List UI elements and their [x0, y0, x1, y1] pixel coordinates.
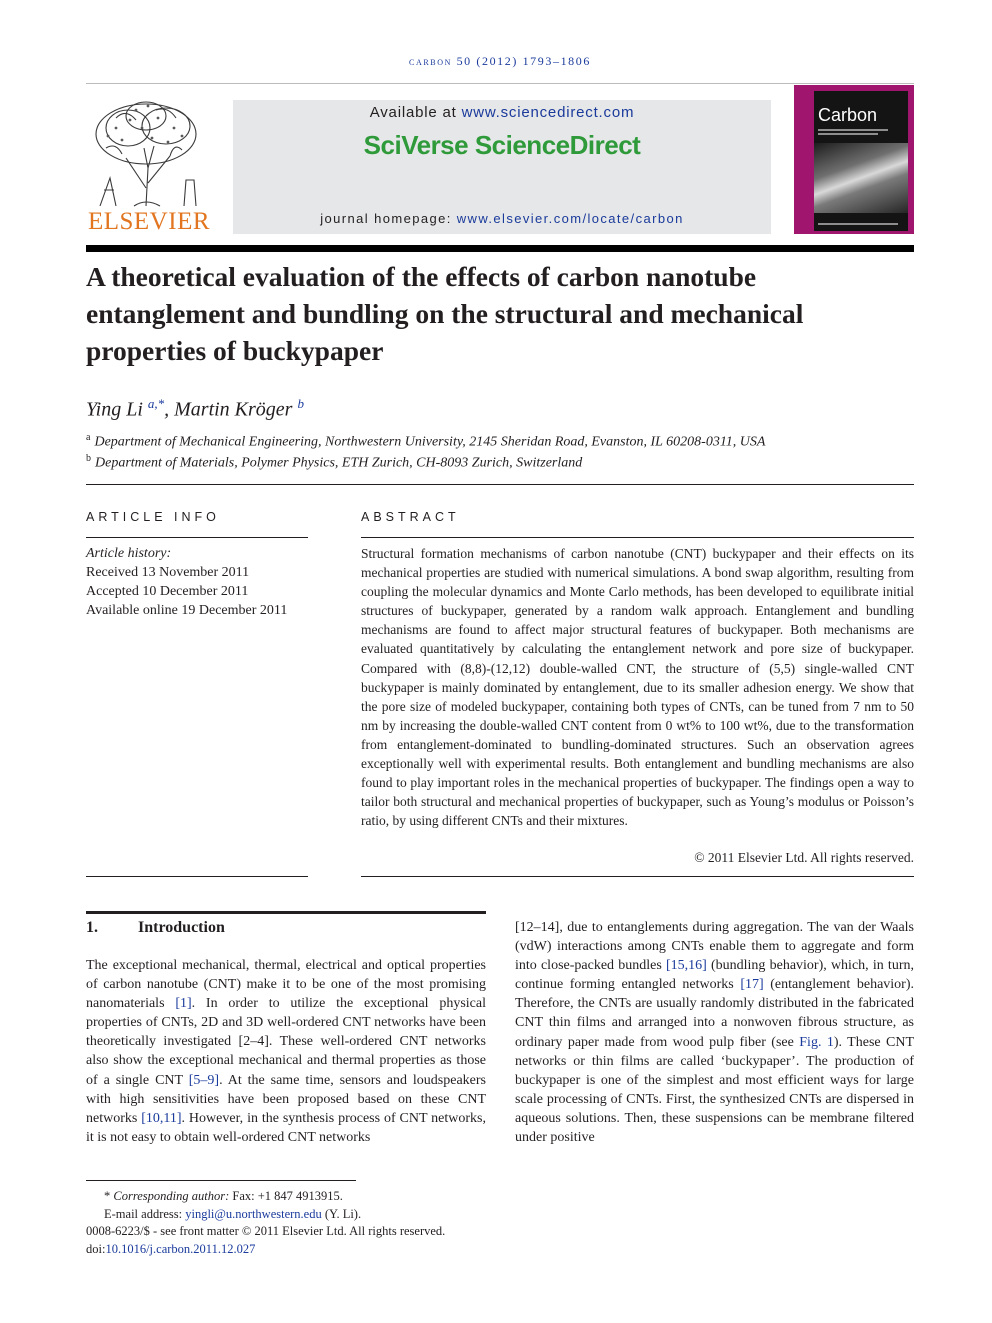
citation-link[interactable]: [1] — [175, 996, 192, 1012]
cover-fine-print — [818, 129, 888, 131]
body-column-right — [515, 918, 914, 1147]
citation-link[interactable]: [10,11] — [141, 1110, 182, 1126]
author-name: Martin Kröger — [174, 398, 293, 421]
section-heading-introduction — [86, 919, 225, 937]
affiliation-text: Department of Mechanical Engineering, Northwestern University, 2145 Sheridan Road, Evanston, IL 60208-0311, USA — [94, 434, 766, 450]
online-date: Available online 19 December 2011 — [86, 603, 288, 618]
cover-photo — [814, 143, 908, 213]
affiliation-label: a — [86, 432, 91, 443]
author-separator: , — [164, 398, 175, 421]
sciencedirect-link[interactable]: www.sciencedirect.com — [461, 104, 635, 121]
citation-text: [12–14] — [515, 920, 560, 935]
body-text: (entanglement behavior). Therefore, the CNTs are usually randomly distributed in the fabricated CNT thin films and arranged into a nonwoven fibrous structure, as ordinary paper made from wood pulp fiber (see — [515, 977, 915, 1050]
footnote-star: * — [104, 1189, 111, 1203]
body-text: . However, in the synthesis process of CNT networks, it is not easy to obtain well-ordered CNT networks — [86, 1110, 486, 1145]
body-text: (bundling behavior), which, in turn, continue forming entangled networks — [515, 958, 914, 993]
elsevier-logo — [86, 98, 212, 236]
abstract-text: Structural formation mechanisms of carbon nanotube (CNT) buckypaper and their effects on its mechanical properties are studied with numerical simulations. A bond swap algorithm, resulting from coupling the molecular dynamics and Monte Carlo methods, has been developed to equilibrate initial structures of buckypaper, generated by a random walk approach. Entanglement and bundling mechanisms are found to affect major structural features of buckypaper. Both mechanisms are evaluated quantitatively by calculating the entanglement network and pore size of buckypaper. Compared with (8,8)-(12,12) double-walled CNT, the structure of (5,5) single-walled CNT buckypaper is mainly dominated by entanglement, due to its smaller adhesion energy. We show that the pore size of modeled buckypaper, containing both types of CNTs, can be tuned from 7 nm to 50 nm by increasing the double-walled CNT content from 0 wt% to 100 wt%, due to the transformation from entanglement-dominated to bundling-dominated structures. Such an observation agrees exceptionally well with experimental results. Both entanglement and bundling mechanisms are also found to play important roles in the mechanical properties of buckypaper. The findings open a way to tailor both structural and mechanical properties of buckypaper, such as Young’s modulus or Poisson’s ratio, by using different CNTs and their mixtures. — [361, 546, 914, 829]
email-label: E-mail address: — [104, 1206, 186, 1221]
doi-line — [86, 1241, 445, 1259]
body-text: . At the same time, sensors and loudspeakers with high sensitivities have been proposed based on these CNT networks — [86, 1072, 486, 1126]
introduction-rule — [86, 911, 486, 914]
body-text: . These well-ordered CNT networks also show the exceptional mechanical and thermal properties as those of a single CNT — [86, 1034, 486, 1088]
affiliation-text: Department of Materials, Polymer Physics, ETH Zurich, CH-8093 Zurich, Switzerland — [95, 455, 583, 471]
cover-fine-print — [818, 223, 898, 225]
journal-homepage-link[interactable]: www.elsevier.com/locate/carbon — [456, 211, 684, 226]
body-text: . In order to utilize the exceptional physical properties of CNTs, 2D and 3D well-ordered CNT networks have been theoretically investigated — [86, 996, 486, 1050]
figure-link[interactable]: Fig. 1 — [799, 1034, 834, 1050]
homepage-prefix: journal homepage: — [320, 211, 457, 226]
affiliation — [86, 432, 765, 451]
abstract-copyright: © 2011 Elsevier Ltd. All rights reserved. — [694, 850, 914, 865]
abstract-heading: ABSTRACT — [361, 510, 460, 524]
fax-number: Fax: +1 847 4913915. — [229, 1189, 343, 1203]
citation-link[interactable]: [17] — [740, 977, 764, 993]
accepted-date: Accepted 10 December 2011 — [86, 584, 249, 599]
affiliation — [86, 453, 582, 472]
article-history — [86, 544, 287, 620]
author-affiliation-marker[interactable]: b — [297, 396, 304, 411]
sciverse-logo-text: SciVerse ScienceDirect — [363, 130, 641, 160]
issn-line: 0008-6223/$ - see front matter © 2011 Elsevier Ltd. All rights reserved. — [86, 1224, 446, 1238]
email-note — [86, 1206, 445, 1224]
section-number: 1. — [86, 919, 98, 936]
citation-link[interactable]: [15,16] — [665, 958, 707, 974]
article-history-label: Article history: — [86, 546, 172, 561]
cover-fine-print — [818, 133, 878, 135]
running-header: carbon 50 (2012) 1793–1806 — [409, 54, 591, 68]
footnotes — [86, 1188, 445, 1258]
received-date: Received 13 November 2011 — [86, 565, 250, 580]
body-column-left — [86, 956, 486, 1147]
article-info-rule — [86, 537, 308, 538]
email-suffix: (Y. Li). — [321, 1206, 362, 1221]
availability-prefix: Available at — [369, 104, 462, 121]
publisher-name: ELSEVIER — [87, 208, 211, 235]
doi-link[interactable]: 10.1016/j.carbon.2011.12.027 — [105, 1241, 256, 1256]
journal-cover-image — [794, 85, 914, 234]
header-thick-rule — [86, 245, 914, 252]
cover-title: Carbon — [818, 105, 878, 125]
footnote-rule — [86, 1180, 356, 1181]
citation-text: [2–4] — [238, 1034, 269, 1050]
author-name: Ying Li — [86, 398, 143, 421]
cover-artwork — [814, 91, 908, 231]
body-text: ). These CNT networks or thin films are called ‘buckypaper’. The production of buckypaper is one of the simplest and most efficient ways for large scale processing of CNTs. First, the synthesized CNTs are dispersed in aqueous solutions. Then, these suspensions can be membrane filtered under positive — [515, 1034, 915, 1146]
author-affiliation-marker[interactable]: a,* — [147, 396, 165, 411]
citation-link[interactable]: [5–9] — [188, 1072, 220, 1088]
article-title: A theoretical evaluation of the effects of carbon nanotube entanglement and bundling on the structural and mechanical properties of buckypaper — [86, 261, 804, 366]
article-info-heading: ARTICLE INFO — [86, 510, 220, 524]
affiliation-label: b — [86, 453, 91, 464]
journal-homepage-line — [233, 211, 771, 226]
doi-prefix: doi: — [86, 1241, 106, 1256]
body-text: The exceptional mechanical, thermal, electrical and optical properties of carbon nanotube (CNT) make it to be one of the most promising nanomaterials — [86, 958, 486, 1012]
email-link[interactable]: yingli@u.northwestern.edu — [185, 1206, 322, 1221]
section-title: Introduction — [138, 919, 225, 936]
availability-line — [233, 104, 771, 121]
article-info-rule — [86, 876, 308, 877]
corresponding-author-label: Corresponding author: — [113, 1189, 230, 1203]
author-list — [86, 396, 304, 422]
journal-banner — [233, 100, 771, 234]
header-divider — [86, 83, 914, 84]
section-divider — [86, 484, 914, 485]
body-text: , due to entanglements during aggregation. The van der Waals (vdW) interactions among CNTs enable them to aggregate and form into close-packed bundles — [515, 920, 914, 974]
corresponding-author-note — [86, 1188, 445, 1206]
abstract-rule — [361, 876, 914, 877]
abstract-rule — [361, 537, 914, 538]
elsevier-tree-icon — [86, 98, 212, 210]
